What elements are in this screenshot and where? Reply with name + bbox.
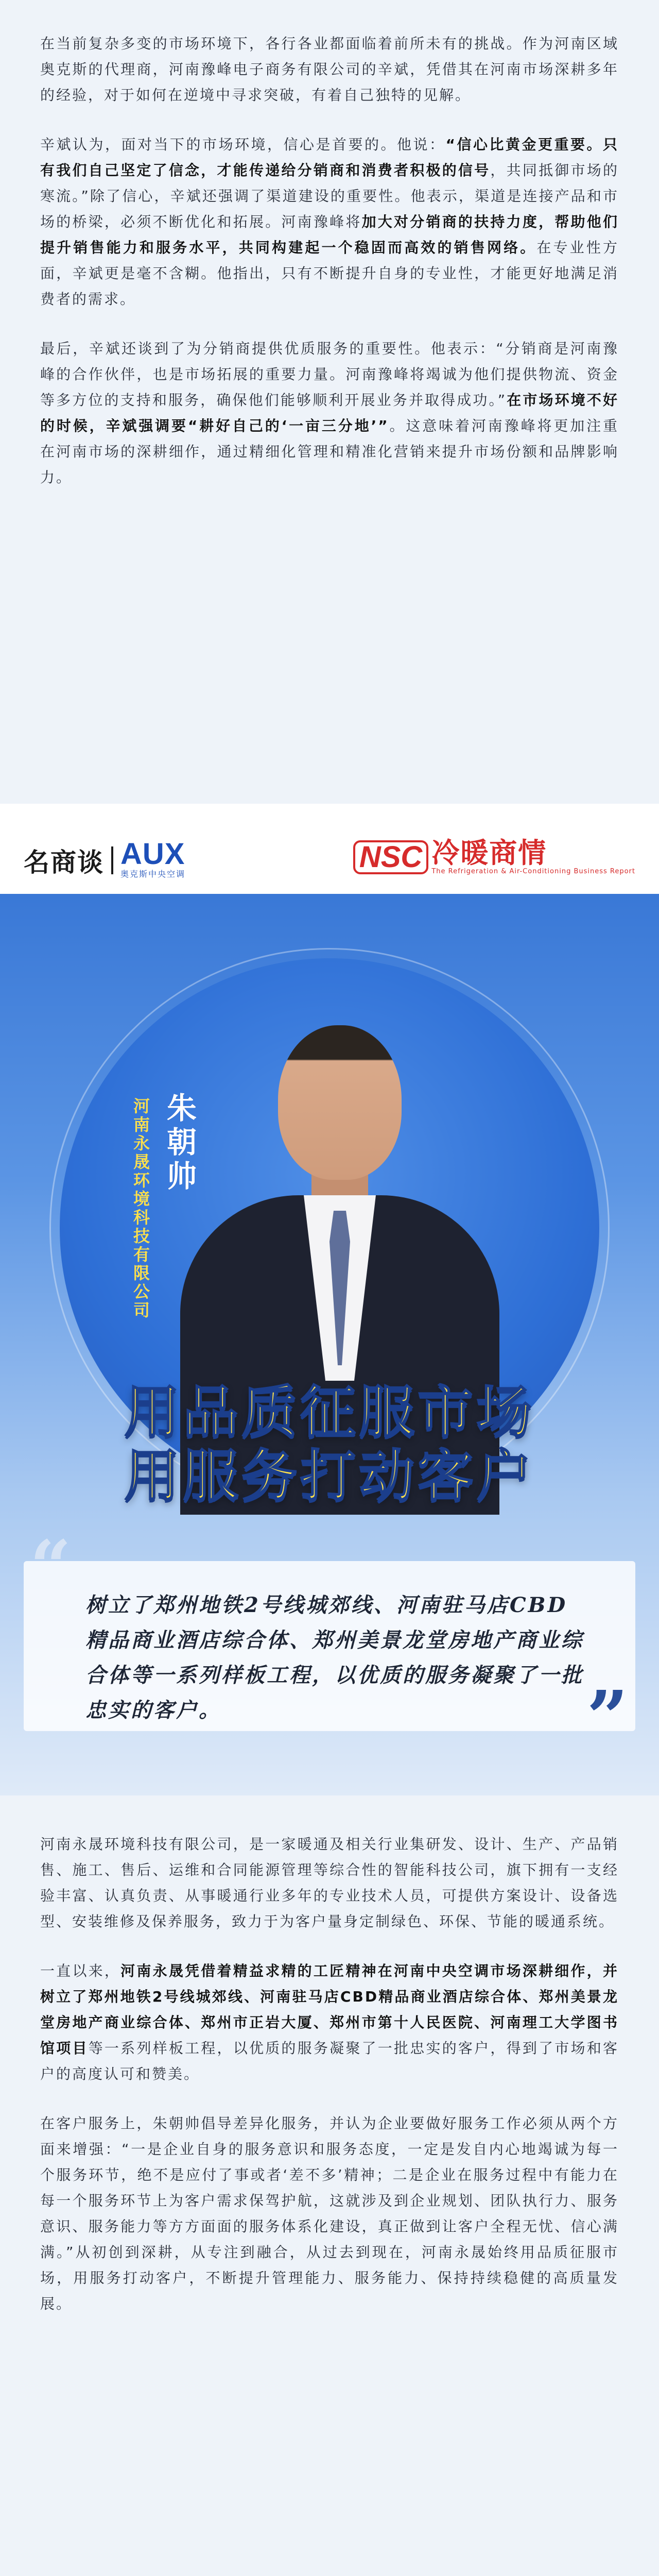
text-run: ，共同抵御市场的寒流。”除了信心，辛斌还强调了渠道建设的重要性。他表示，渠道是连接产品和市场的桥梁，必须不断优化和拓展。河南豫峰将 (40, 162, 619, 230)
nsc-brand-name: 冷暖商情 (431, 837, 547, 869)
poster-headline (0, 1381, 659, 1509)
text-run: 在专业性方面，辛斌更是毫不含糊。他指出，只有不断提升自身的专业性，才能更好地满足消费者的需求。 (40, 239, 619, 308)
person-name: 朱朝帅 (162, 1092, 197, 1194)
bold-text: 加大对分销商的扶持力度，帮助他们提升销售能力和服务水平，共同构建起一个稳固而高效的销售网络。 (40, 213, 619, 256)
logo-divider (111, 846, 113, 874)
paragraph (40, 1958, 619, 2087)
pull-quote (24, 1525, 635, 1760)
bold-text: 在市场环境不好的时候，辛斌强调要“耕好自己的‘一亩三分地’” (40, 392, 619, 434)
nsc-brand-english: The Refrigeration & Air-Conditioning Business Report (431, 868, 635, 875)
interviewee-nameplate (129, 1092, 548, 1320)
paragraph: 在当前复杂多变的市场环境下，各行各业都面临着前所未有的挑战。作为河南区域奥克斯的代理商，河南豫峰电子商务有限公司的辛斌，凭借其在河南市场深耕多年的经验，对于如何在逆境中寻求突破，有着自己独特的见解。 (40, 35, 619, 104)
close-quote-icon: ” (586, 1675, 628, 1760)
text-run: 辛斌认为，面对当下的市场环境，信心是首要的。他说： (40, 136, 446, 153)
headline-line: 用服务打动客户 (124, 1444, 535, 1509)
text-run: 等一系列样板工程，以优质的服务凝聚了一批忠实的客户，得到了市场和客户的高度认可和赞美。 (40, 2040, 619, 2082)
article-section-2 (0, 1795, 659, 2576)
nsc-mark: NSC (353, 840, 428, 874)
paragraph (40, 132, 619, 312)
pull-quote-text: 树立了郑州地铁2号线城郊线、河南驻马店CBD精品商业酒店综合体、郑州美景龙堂房地产商业综合体等一系列样板工程，以优质的服务凝聚了一批忠实的客户。 (85, 1593, 584, 1722)
text-run: 。这意味着河南豫峰将更加注重在河南市场的深耕细作，通过精细化管理和精准化营销来提升市场份额和品牌影响力。 (40, 417, 619, 486)
bold-text: 河南永晟凭借着精益求精的工匠精神在河南中央空调市场深耕细作，并树立了郑州地铁2号线城郊线、河南驻马店CBD精品商业酒店综合体、郑州美景龙堂房地产商业综合体、郑州市正岩大厦、郑州市第十人民医院、河南理工大学图书馆项目 (40, 1962, 619, 2057)
open-quote-icon: “ (30, 1525, 72, 1609)
paragraph (40, 336, 619, 490)
paragraph: 河南永晟环境科技有限公司，是一家暖通及相关行业集研发、设计、生产、产品销售、施工、售后、运维和合同能源管理等综合性的智能科技公司，旗下拥有一支经验丰富、认真负责、从事暖通行业多年的专业技术人员，可提供方案设计、设备选型、安装维修及保养服务，致力于为客户量身定制绿色、环保、节能的暖通系统。 (40, 1836, 619, 1930)
text-run: 最后，辛斌还谈到了为分销商提供优质服务的重要性。他表示：“分销商是河南豫峰的合作伙伴，也是市场拓展的重要力量。河南豫峰将竭诚为他们提供物流、资金等多方位的支持和服务，确保他们能够顺利开展业务并取得成功。” (40, 340, 619, 409)
company-name: 河南永晟环境科技有限公司 (131, 1097, 150, 1320)
text-run: 一直以来， (40, 1962, 121, 1979)
headline-line: 用品质征服市场 (124, 1380, 535, 1445)
paragraph: 在客户服务上，朱朝帅倡导差异化服务，并认为企业要做好服务工作必须从两个方面来增强：“一是企业自身的服务意识和服务态度，一定是发自内心地竭诚为每一个服务环节，绝不是应付了事或者‘差不多’精神；二是企业在服务过程中有能力在每一个服务环节上为客户需求保驾护航，这就涉及到企业规划、团队执行力、服务意识、服务能力等方方面面的服务体系化建设，真正做到让客户全程无忧、信心满满。”从初创到深耕，从专注到融合，从过去到现在，河南永晟始终用品质征服市场，用服务打动客户，不断提升管理能力、服务能力、保持持续稳健的高质量发展。 (40, 2115, 619, 2312)
interview-poster-1 (0, 804, 659, 1795)
aux-logo (120, 837, 186, 879)
article-section-1 (0, 0, 659, 804)
nsc-logo (353, 839, 635, 875)
aux-wordmark: AUX (120, 837, 185, 871)
mingshangtan-logo: 名商谈 (24, 846, 104, 877)
bold-text: “信心比黄金更重要。只有我们自己坚定了信念，才能传递给分销商和消费者积极的信号 (40, 136, 619, 179)
aux-subtitle: 奥克斯中央空调 (120, 869, 186, 879)
nsc-brand (431, 839, 635, 875)
mingshangtan-aux-logo (24, 837, 186, 879)
